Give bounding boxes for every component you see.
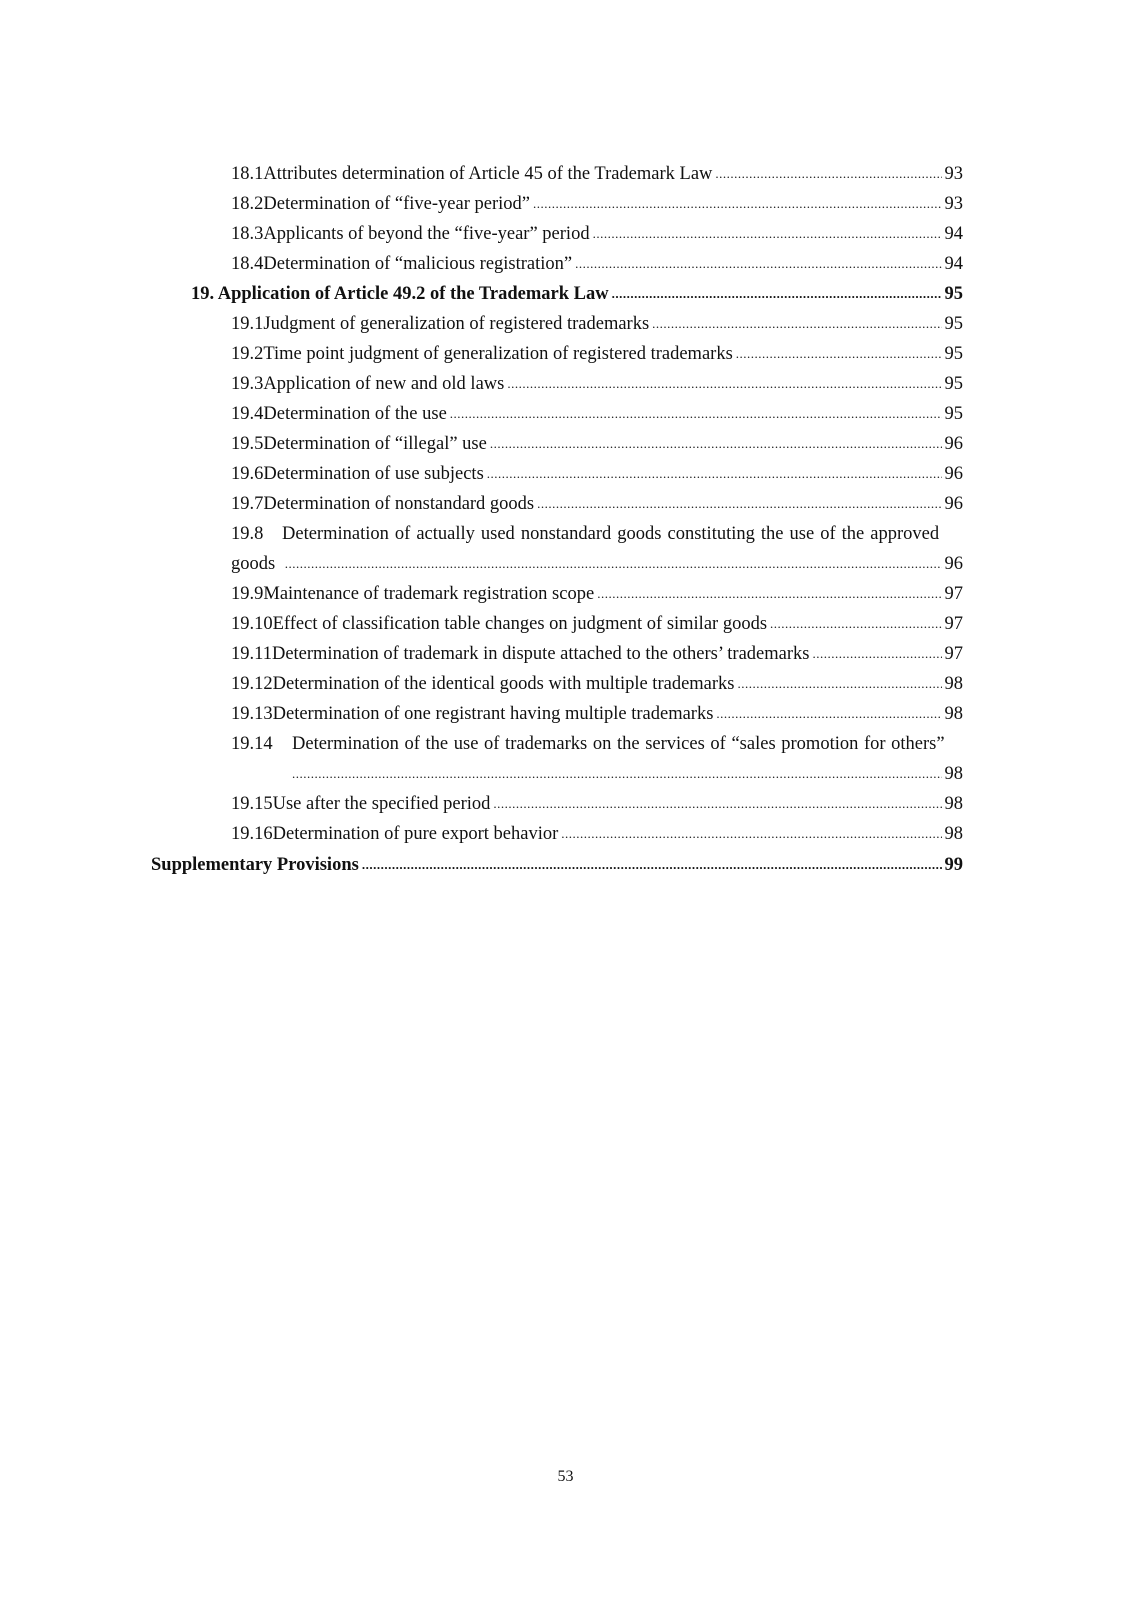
toc-entry-title: Judgment of generalization of registered trademarks: [263, 314, 650, 334]
toc-entry[interactable]: [231, 311, 963, 337]
toc-entry-title: Determination of actually used nonstandard goods constituting the use of the approved: [282, 524, 940, 544]
toc-entry-page: 96: [944, 434, 963, 454]
toc-entry[interactable]: [231, 821, 963, 847]
toc-entry-title: Supplementary Provisions: [151, 855, 359, 875]
toc-entry-title: Determination of the use: [263, 404, 447, 424]
leader-dots: [490, 431, 942, 457]
leader-dots: [716, 701, 941, 727]
toc-entry-page: 94: [944, 224, 963, 244]
toc-entry[interactable]: [231, 731, 1001, 757]
toc-entry-page: 95: [944, 284, 963, 304]
toc-section-heading[interactable]: [191, 281, 963, 307]
toc-entry[interactable]: [231, 791, 963, 817]
toc-entry-number: 19.3: [231, 374, 264, 394]
toc-entry-number: 19.12: [231, 674, 273, 694]
toc-entry-number: 19.11: [231, 644, 272, 664]
toc-entry-page: 97: [944, 584, 963, 604]
leader-dots: [652, 311, 941, 337]
leader-dots: [770, 611, 941, 637]
toc-entry-number: 18.3: [231, 224, 264, 244]
toc-entry-page: 98: [944, 704, 963, 724]
toc-entry-title: Determination of use subjects: [263, 464, 484, 484]
toc-entry-title: Determination of one registrant having multiple trademarks: [272, 704, 714, 724]
toc-entry-page: 97: [944, 644, 963, 664]
toc-entry-number: 19.9: [231, 584, 264, 604]
leader-dots: [507, 371, 941, 397]
toc-entry-page: 97: [944, 614, 963, 634]
toc-entry-page: 98: [944, 674, 963, 694]
toc-entry[interactable]: [231, 491, 963, 517]
toc-entry-page: 96: [944, 494, 963, 514]
toc-entry-page: 96: [944, 464, 963, 484]
toc-entry-title: Use after the specified period: [272, 794, 491, 814]
toc-entry-number: 19.14: [231, 734, 273, 754]
toc-entry-title: Time point judgment of generalization of registered trademarks: [263, 344, 733, 364]
toc-entry-page: 96: [944, 554, 963, 574]
toc-entry[interactable]: [231, 371, 963, 397]
toc-entry-number: 19.4: [231, 404, 264, 424]
toc-entry-page: 93: [944, 194, 963, 214]
toc-entry-title: goods: [231, 554, 276, 574]
toc-entry[interactable]: [231, 461, 963, 487]
toc-entry[interactable]: [231, 431, 963, 457]
leader-dots: [597, 581, 941, 607]
toc-entry-title: Applicants of beyond the “five-year” period: [263, 224, 590, 244]
toc-entry-title: 19. Application of Article 49.2 of the Trademark Law: [191, 284, 609, 304]
toc-entry-page: 98: [944, 824, 963, 844]
toc-entry-page: 99: [944, 855, 963, 875]
toc-entry[interactable]: [231, 191, 963, 217]
toc-entry-page: 93: [944, 164, 963, 184]
toc-entry-title: Determination of “malicious registration”: [263, 254, 573, 274]
toc-entry-number: 18.4: [231, 254, 264, 274]
toc-entry-page: 95: [944, 314, 963, 334]
toc-entry-title: Determination of the use of trademarks on the services of “sales promotion for others”: [292, 734, 945, 754]
toc-entry[interactable]: [231, 161, 963, 187]
leader-dots: [362, 852, 942, 878]
toc-entry-title: Determination of the identical goods with multiple trademarks: [272, 674, 735, 694]
toc-entry-number: 19.7: [231, 494, 264, 514]
toc-entry-continuation[interactable]: [231, 551, 963, 577]
leader-dots: [561, 821, 941, 847]
leader-dots: [738, 671, 942, 697]
leader-dots: [537, 491, 941, 517]
leader-dots: [533, 191, 942, 217]
toc-entry-title: Determination of pure export behavior: [272, 824, 559, 844]
toc-entry[interactable]: [231, 671, 963, 697]
toc-entry[interactable]: [231, 401, 963, 427]
toc-entry-number: 19.6: [231, 464, 264, 484]
toc-entry-number: 19.5: [231, 434, 264, 454]
toc-entry-number: 19.15: [231, 794, 273, 814]
toc-entry-page: 98: [944, 764, 963, 784]
toc-entry-number: 19.2: [231, 344, 264, 364]
leader-dots: [292, 761, 942, 787]
page-number: 53: [557, 1468, 574, 1485]
leader-dots: [493, 791, 941, 817]
toc-entry[interactable]: [231, 611, 963, 637]
leader-dots: [487, 461, 942, 487]
toc-entry[interactable]: [231, 341, 963, 367]
leader-dots: [736, 341, 942, 367]
toc-section-heading[interactable]: [151, 852, 963, 878]
toc-entry[interactable]: [231, 701, 963, 727]
toc-entry-title: Determination of trademark in dispute attached to the others’ trademarks: [271, 644, 810, 664]
toc-entry-title: Determination of “illegal” use: [263, 434, 487, 454]
toc-entry-title: Determination of nonstandard goods: [263, 494, 535, 514]
toc-entry-title: Effect of classification table changes on judgment of similar goods: [272, 614, 768, 634]
toc-entry-number: 18.2: [231, 194, 264, 214]
toc-entry-title: Determination of “five-year period”: [263, 194, 530, 214]
toc-entry[interactable]: [231, 581, 963, 607]
toc-entry-page: 95: [944, 404, 963, 424]
toc-entry-number: 19.10: [231, 614, 273, 634]
toc-entry[interactable]: [231, 521, 991, 547]
leader-dots: [285, 551, 942, 577]
toc-entry[interactable]: [231, 641, 963, 667]
leader-dots: [575, 251, 941, 277]
toc-entry-page: 94: [944, 254, 963, 274]
toc-entry[interactable]: [231, 251, 963, 277]
toc-entry-number: 19.13: [231, 704, 273, 724]
toc-entry-page: 95: [944, 344, 963, 364]
toc-entry[interactable]: [231, 221, 963, 247]
toc-entry-page: 98: [944, 794, 963, 814]
leader-dots: [612, 281, 942, 307]
leader-dots: [593, 221, 942, 247]
toc-entry-continuation[interactable]: [292, 761, 963, 787]
leader-dots: [812, 641, 941, 667]
toc-entry-title: Attributes determination of Article 45 of the Trademark Law: [263, 164, 713, 184]
toc-entry-title: Application of new and old laws: [263, 374, 505, 394]
toc-entry-number: 19.1: [231, 314, 264, 334]
toc-entry-number: 19.8: [231, 524, 264, 544]
leader-dots: [450, 401, 942, 427]
leader-dots: [715, 161, 941, 187]
toc-entry-page: 95: [944, 374, 963, 394]
toc-entry-number: 18.1: [231, 164, 264, 184]
toc-entry-title: Maintenance of trademark registration scope: [263, 584, 595, 604]
toc-entry-number: 19.16: [231, 824, 273, 844]
